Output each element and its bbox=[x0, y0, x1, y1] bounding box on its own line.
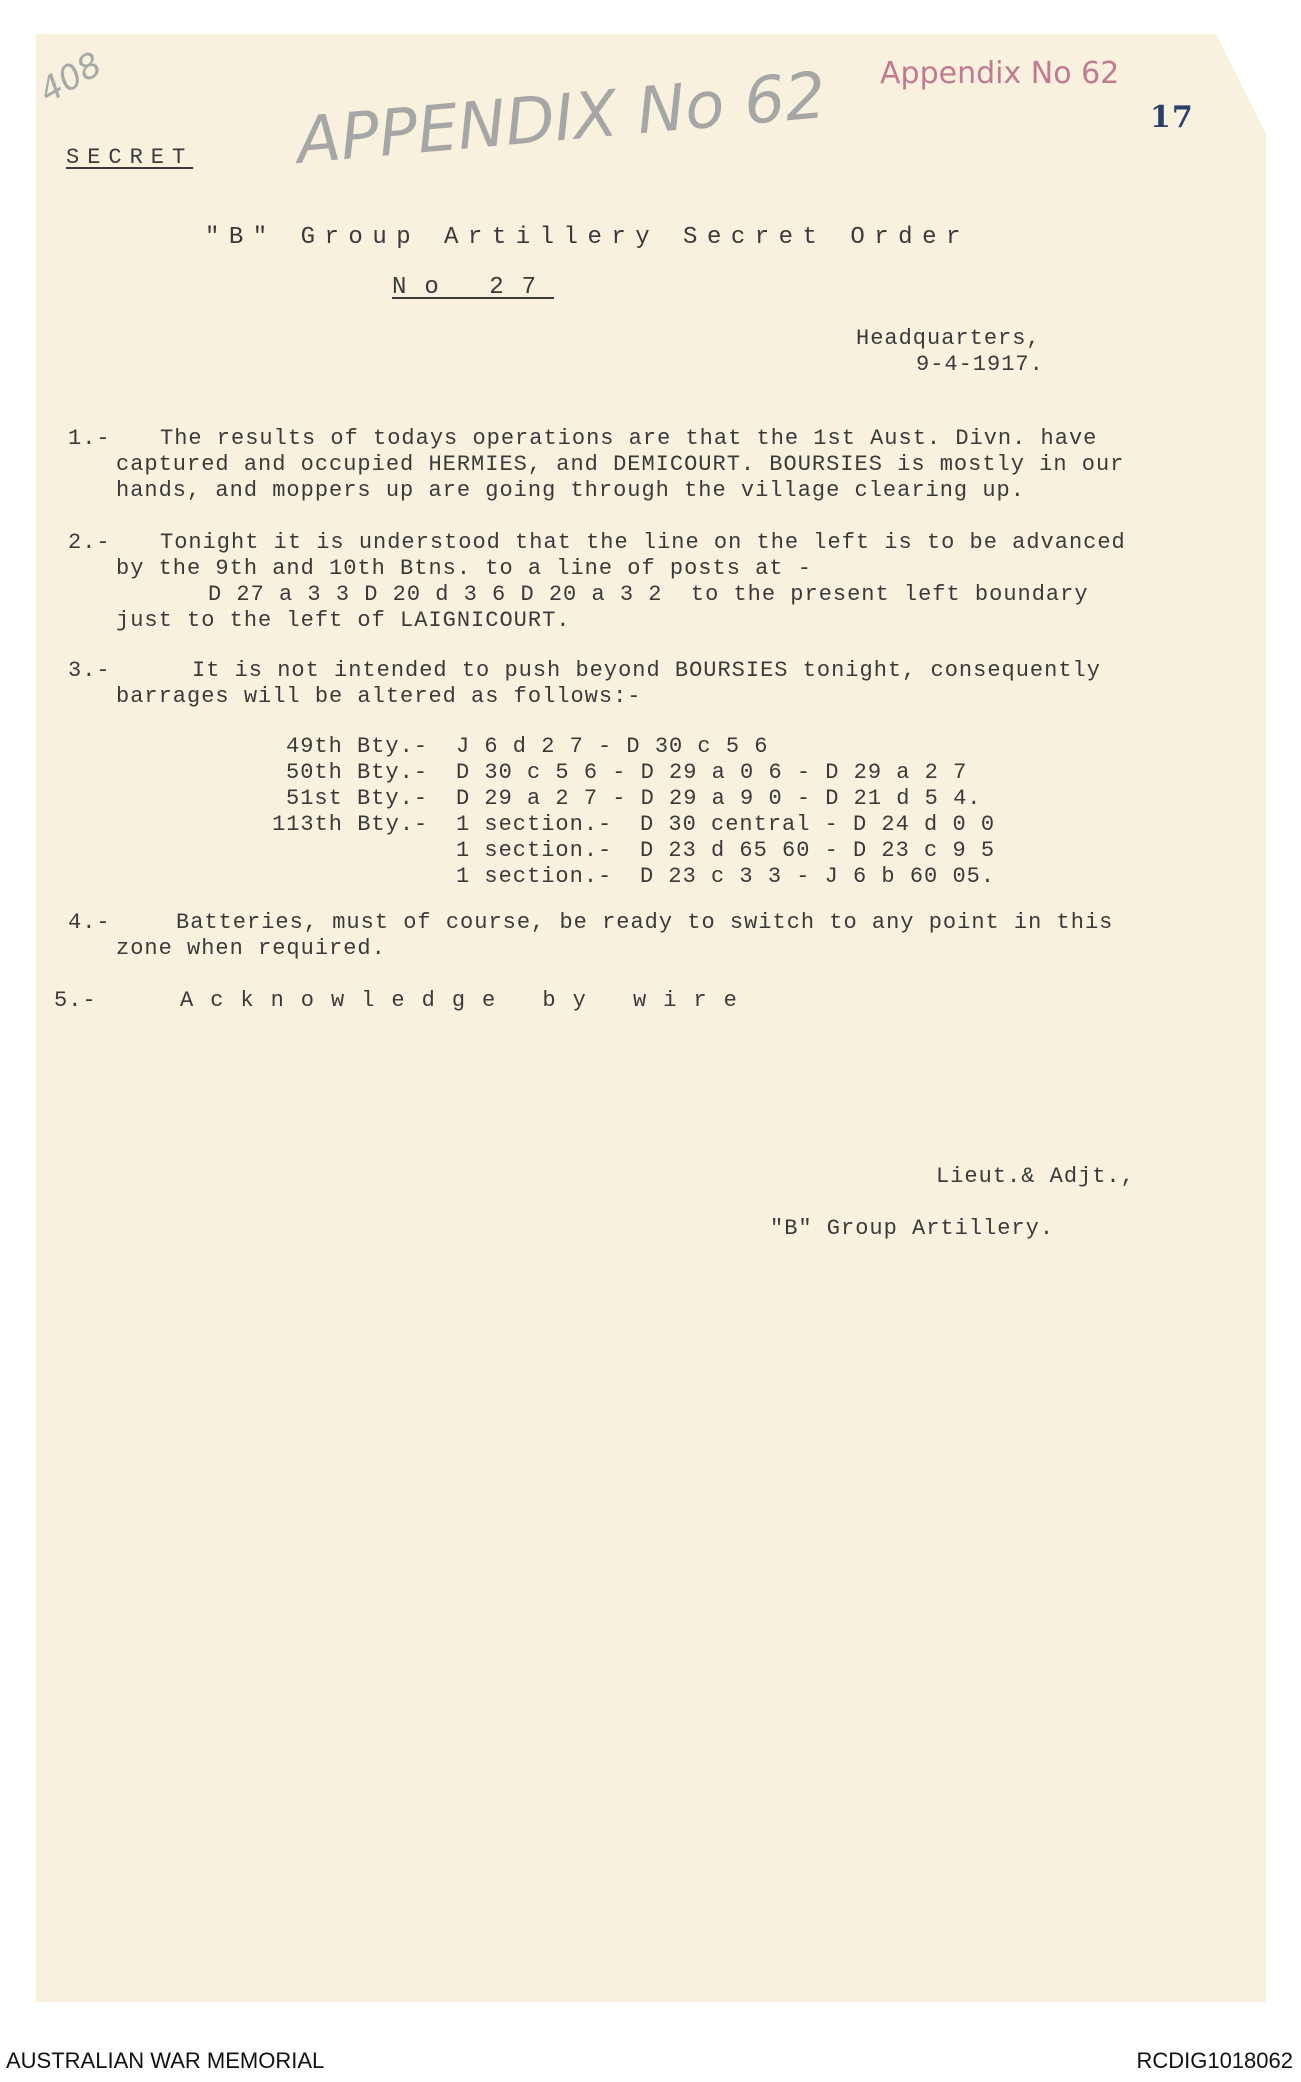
paragraph-3-line-1: It is not intended to push beyond BOURSIES tonight, consequently bbox=[192, 658, 1101, 683]
paragraph-2-line-1: Tonight it is understood that the line on the left is to be advanced bbox=[160, 530, 1126, 555]
barrage-section-113-2: 1 section.- bbox=[456, 838, 613, 863]
paragraph-2-number: 2.- bbox=[68, 530, 111, 555]
appendix-stamp: Appendix No 62 bbox=[880, 56, 1120, 91]
barrage-section-113-3: 1 section.- bbox=[456, 864, 613, 889]
paragraph-2-line-3: D 27 a 3 3 D 20 d 3 6 D 20 a 3 2 to the present left boundary bbox=[208, 582, 1089, 607]
paragraph-4-number: 4.- bbox=[68, 910, 111, 935]
folio-number-handwritten: 408 bbox=[32, 44, 109, 112]
paragraph-2-line-2: by the 9th and 10th Btns. to a line of posts at - bbox=[116, 556, 812, 581]
paragraph-1-number: 1.- bbox=[68, 426, 111, 451]
signature-rank: Lieut.& Adjt., bbox=[936, 1164, 1135, 1189]
footer-archive-name: AUSTRALIAN WAR MEMORIAL bbox=[6, 2048, 325, 2073]
paragraph-1-line-3: hands, and moppers up are going through the village clearing up. bbox=[116, 478, 1025, 503]
barrage-tasks-113-2: D 23 d 65 60 - D 23 c 9 5 bbox=[640, 838, 996, 863]
order-number: No 27 bbox=[392, 274, 555, 301]
paragraph-1-line-1: The results of todays operations are that the 1st Aust. Divn. have bbox=[160, 426, 1098, 451]
paragraph-5-text: Acknowledge by wire bbox=[180, 988, 754, 1013]
barrage-unit-49: 49th Bty.- bbox=[286, 734, 429, 759]
signature-unit: "B" Group Artillery. bbox=[770, 1216, 1055, 1241]
paragraph-5-number: 5.- bbox=[54, 988, 97, 1013]
barrage-unit-51: 51st Bty.- bbox=[286, 786, 429, 811]
appendix-handwritten: APPENDIX No 62 bbox=[293, 59, 829, 179]
barrage-tasks-113-1: D 30 central - D 24 d 0 0 bbox=[640, 812, 996, 837]
paragraph-2-line-4: just to the left of LAIGNICOURT. bbox=[116, 608, 571, 633]
barrage-unit-50: 50th Bty.- bbox=[286, 760, 429, 785]
barrage-tasks-50: D 30 c 5 6 - D 29 a 0 6 - D 29 a 2 7 bbox=[456, 760, 968, 785]
barrage-section-113-1: 1 section.- bbox=[456, 812, 613, 837]
document-page bbox=[36, 34, 1266, 2002]
barrage-tasks-113-3: D 23 c 3 3 - J 6 b 60 05. bbox=[640, 864, 996, 889]
page-number: 17 bbox=[1150, 100, 1194, 135]
order-title: "B" Group Artillery Secret Order bbox=[205, 224, 970, 251]
footer-record-id: RCDIG1018062 bbox=[1136, 2048, 1293, 2073]
paragraph-3-line-2: barrages will be altered as follows:- bbox=[116, 684, 642, 709]
barrage-tasks-51: D 29 a 2 7 - D 29 a 9 0 - D 21 d 5 4. bbox=[456, 786, 982, 811]
order-date: 9-4-1917. bbox=[916, 352, 1044, 377]
paragraph-3-number: 3.- bbox=[68, 658, 111, 683]
headquarters-label: Headquarters, bbox=[856, 326, 1041, 351]
paragraph-1-line-2: captured and occupied HERMIES, and DEMICOURT. BOURSIES is mostly in our bbox=[116, 452, 1125, 477]
barrage-unit-113: 113th Bty.- bbox=[272, 812, 429, 837]
classification-marking: SECRET bbox=[66, 145, 194, 170]
paragraph-4-line-2: zone when required. bbox=[116, 936, 386, 961]
barrage-tasks-49: J 6 d 2 7 - D 30 c 5 6 bbox=[456, 734, 769, 759]
paragraph-4-line-1: Batteries, must of course, be ready to switch to any point in this bbox=[176, 910, 1114, 935]
